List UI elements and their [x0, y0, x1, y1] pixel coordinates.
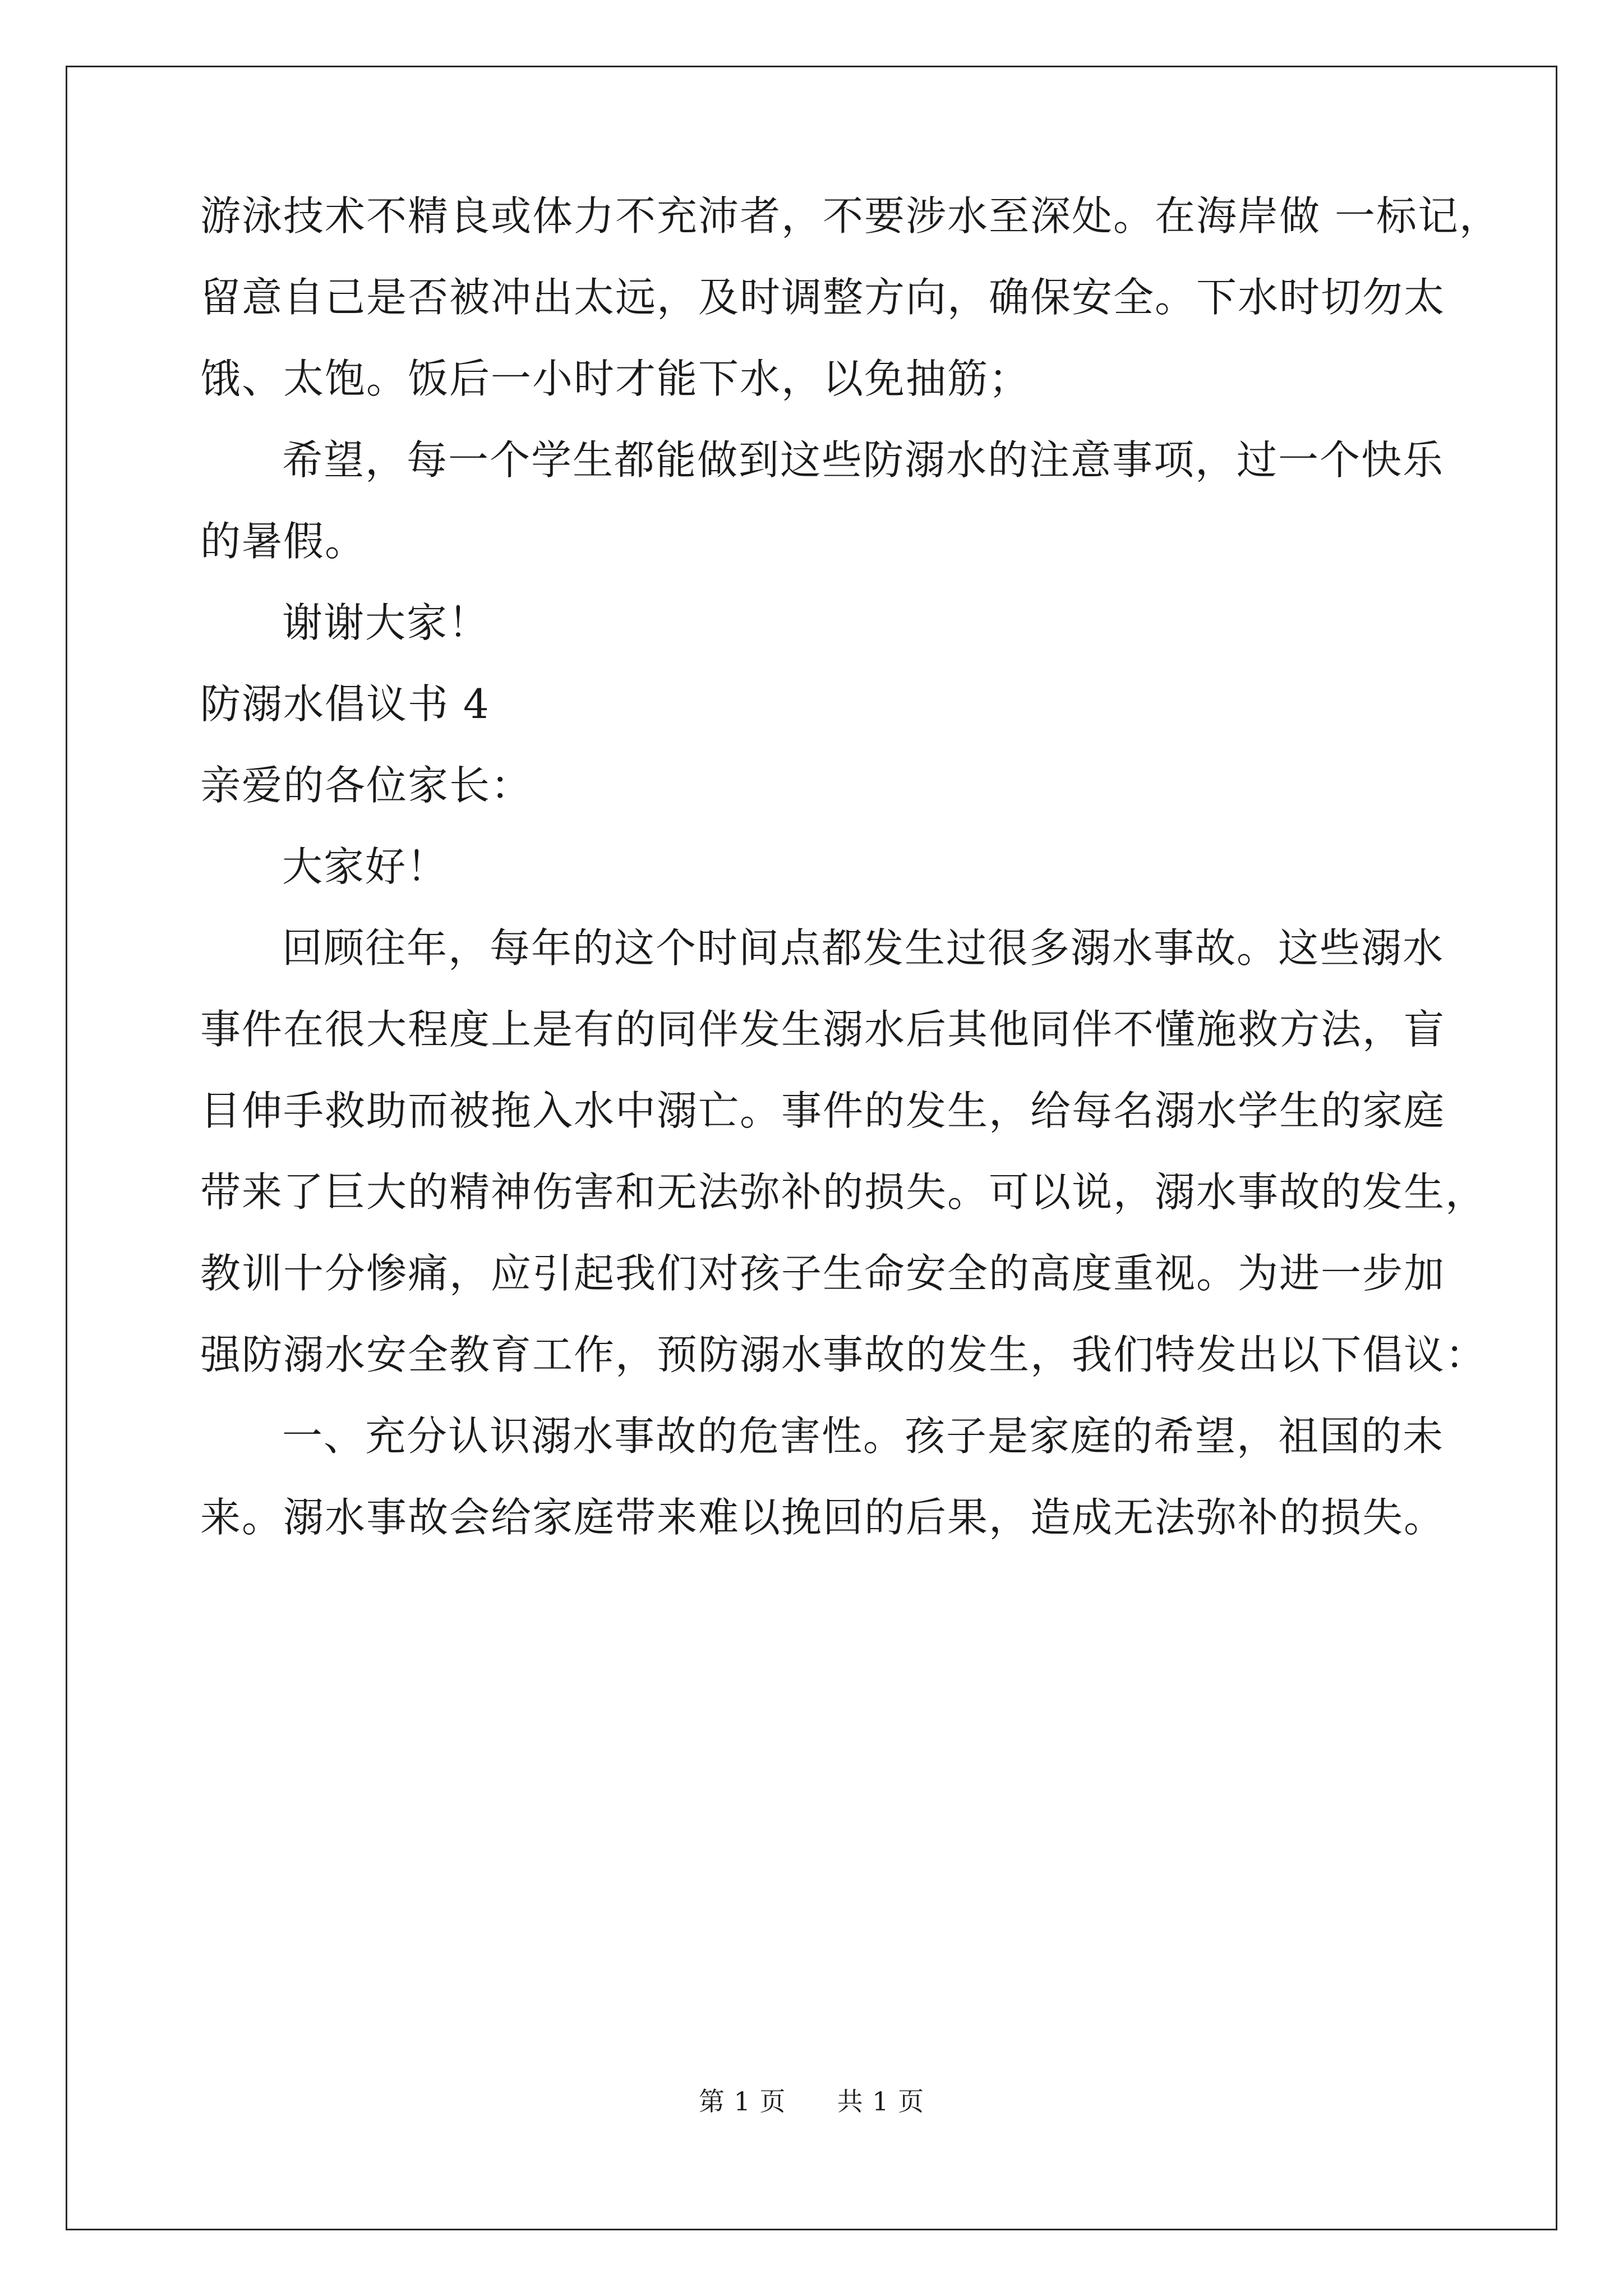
salutation: 亲爱的各位家长：: [200, 762, 533, 809]
text-line: 希望，每一个学生都能做到这些防溺水的注意事项，过一个快乐: [282, 436, 1445, 484]
text-line: 留意自己是否被冲出太远，及时调整方向，确保安全。下水时切勿太: [200, 274, 1446, 321]
section-heading: 防溺水倡议书 4: [200, 680, 490, 728]
greeting: 大家好！: [282, 843, 449, 890]
text-line: 一、充分认识溺水事故的危害性。孩子是家庭的希望，祖国的未: [282, 1412, 1445, 1460]
text-line: 事件在很大程度上是有的同伴发生溺水后其他同伴不懂施救方法，盲: [200, 1006, 1446, 1053]
text-line: 谢谢大家！: [282, 599, 490, 646]
page-number: 第 1 页: [698, 2086, 786, 2116]
page-footer: [0, 2081, 1623, 2118]
text-line: 带来了巨大的精神伤害和无法弥补的损失。可以说，溺水事故的发生，: [200, 1168, 1487, 1216]
text-line: 饿、太饱。饭后一小时才能下水，以免抽筋；: [200, 355, 1031, 402]
text-line: 教训十分惨痛，应引起我们对孩子生命安全的高度重视。为进一步加: [200, 1250, 1446, 1297]
text-line: 目伸手救助而被拖入水中溺亡。事件的发生，给每名溺水学生的家庭: [200, 1087, 1446, 1134]
page-total: 共 1 页: [837, 2086, 925, 2116]
text-line: 来。溺水事故会给家庭带来难以挽回的后果，造成无法弥补的损失。: [200, 1494, 1446, 1541]
text-line: 的暑假。: [200, 518, 367, 565]
text-line: 强防溺水安全教育工作，预防溺水事故的发生，我们特发出以下倡议：: [200, 1331, 1487, 1378]
text-line: 回顾往年，每年的这个时间点都发生过很多溺水事故。这些溺水: [282, 924, 1445, 972]
text-line: 游泳技术不精良或体力不充沛者，不要涉水至深处。在海岸做 一标记，: [200, 192, 1501, 240]
